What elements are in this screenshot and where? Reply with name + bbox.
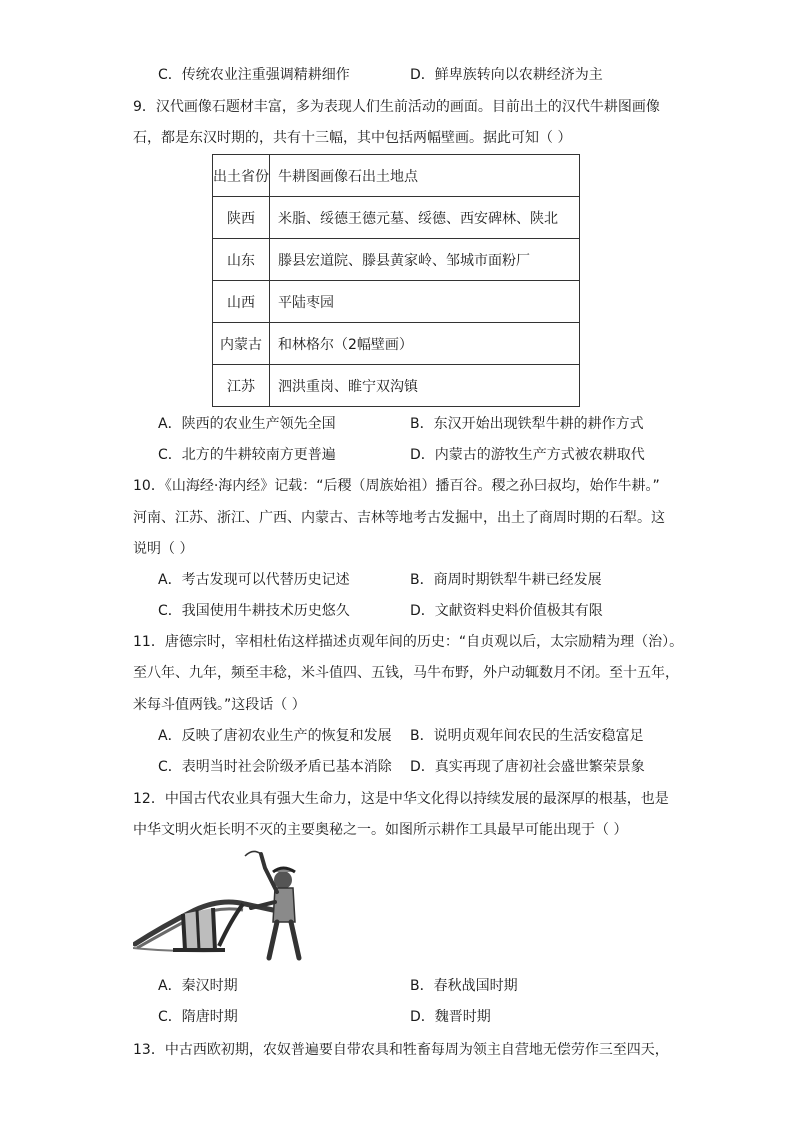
q10-stem-line1: 10．《山海经·海内经》记载：“后稷（周族始祖）播百谷。稷之孙曰叔均，始作牛耕。” (133, 478, 660, 494)
q11-options-row-cd (158, 757, 718, 777)
q9-finds-table (212, 154, 580, 407)
q11-options-row-ab (158, 726, 718, 746)
q12-stem-line2: 中华文明火炬长明不灭的主要奥秘之一。如图所示耕作工具最早可能出现于（ ） (133, 822, 628, 838)
q12-stem-line1: 12．中国古代农业具有强大生命力，这是中华文化得以持续发展的最深厚的根基，也是 (133, 791, 669, 807)
table-cell-province: 山西 (213, 281, 270, 323)
q9-option-a: A．陕西的农业生产领先全国 (158, 416, 336, 432)
q10-options-row-cd (158, 601, 718, 621)
table-row (213, 197, 580, 239)
q12-option-b: B．春秋战国时期 (410, 978, 518, 994)
table-cell-province: 陕西 (213, 197, 270, 239)
q10-option-a: A．考古发现可以代替历史记述 (158, 572, 350, 588)
q8-options-row-cd (158, 65, 718, 85)
q12-option-a: A．秦汉时期 (158, 978, 238, 994)
q9-stem-line1: 9．汉代画像石题材丰富，多为表现人们生前活动的画面。目前出土的汉代牛耕图画像 (133, 99, 660, 115)
table-cell-province: 江苏 (213, 365, 270, 407)
q9-options-row-cd (158, 445, 718, 465)
q8-option-d: D．鲜卑族转向以农耕经济为主 (410, 67, 603, 83)
table-cell-location: 滕县宏道院、滕县黄家岭、邹城市面粉厂 (270, 239, 580, 281)
table-header-province: 出土省份 (213, 155, 270, 197)
table-cell-location: 平陆枣园 (270, 281, 580, 323)
q11-stem-line2: 至八年、九年，频至丰稔，米斗值四、五钱，马牛布野，外户动辄数月不闭。至十五年， (133, 665, 679, 681)
q10-options-row-ab (158, 570, 718, 590)
q9-options-row-ab (158, 414, 718, 434)
q8-option-c: C．传统农业注重强调精耕细作 (158, 67, 350, 83)
table-cell-location: 泗洪重岗、睢宁双沟镇 (270, 365, 580, 407)
q9-stem-line2: 石，都是东汉时期的，共有十三幅，其中包括两幅壁画。据此可知（ ） (133, 130, 572, 146)
q11-option-b: B．说明贞观年间农民的生活安稳富足 (410, 728, 644, 744)
table-cell-province: 内蒙古 (213, 323, 270, 365)
q9-option-b: B．东汉开始出现铁犁牛耕的耕作方式 (410, 416, 644, 432)
table-cell-location: 和林格尔（2幅壁画） (270, 323, 580, 365)
table-header-row (213, 155, 580, 197)
plough-farmer-illustration (133, 850, 303, 962)
table-row (213, 365, 580, 407)
q11-stem-line3: 米每斗值两钱。”这段话（ ） (133, 697, 306, 713)
q12-options-row-cd (158, 1007, 718, 1027)
table-row (213, 281, 580, 323)
q11-option-a: A．反映了唐初农业生产的恢复和发展 (158, 728, 392, 744)
table-header-location: 牛耕图画像石出土地点 (270, 155, 580, 197)
q9-option-c: C．北方的牛耕较南方更普遍 (158, 447, 336, 463)
table-row (213, 239, 580, 281)
q11-stem-line1: 11．唐德宗时，宰相杜佑这样描述贞观年间的历史：“自贞观以后，太宗励精为理（治）。 (133, 634, 684, 650)
q11-option-d: D．真实再现了唐初社会盛世繁荣景象 (410, 759, 645, 775)
q13-stem-line1: 13．中古西欧初期，农奴普遍要自带农具和牲畜每周为领主自营地无偿劳作三至四天， (133, 1042, 669, 1058)
q9-option-d: D．内蒙古的游牧生产方式被农耕取代 (410, 447, 645, 463)
q10-option-c: C．我国使用牛耕技术历史悠久 (158, 603, 350, 619)
q10-option-d: D．文献资料史料价值极其有限 (410, 603, 603, 619)
table-row (213, 323, 580, 365)
q12-option-d: D．魏晋时期 (410, 1009, 491, 1025)
table-cell-location: 米脂、绥德王德元墓、绥德、西安碑林、陕北 (270, 197, 580, 239)
q10-stem-line2: 河南、江苏、浙江、广西、内蒙古、吉林等地考古发掘中，出土了商周时期的石犁。这 (133, 510, 665, 526)
q10-stem-line3: 说明（ ） (133, 541, 194, 557)
q10-option-b: B．商周时期铁犁牛耕已经发展 (410, 572, 602, 588)
q11-option-c: C．表明当时社会阶级矛盾已基本消除 (158, 759, 392, 775)
table-cell-province: 山东 (213, 239, 270, 281)
q12-option-c: C．隋唐时期 (158, 1009, 238, 1025)
q12-options-row-ab (158, 976, 718, 996)
